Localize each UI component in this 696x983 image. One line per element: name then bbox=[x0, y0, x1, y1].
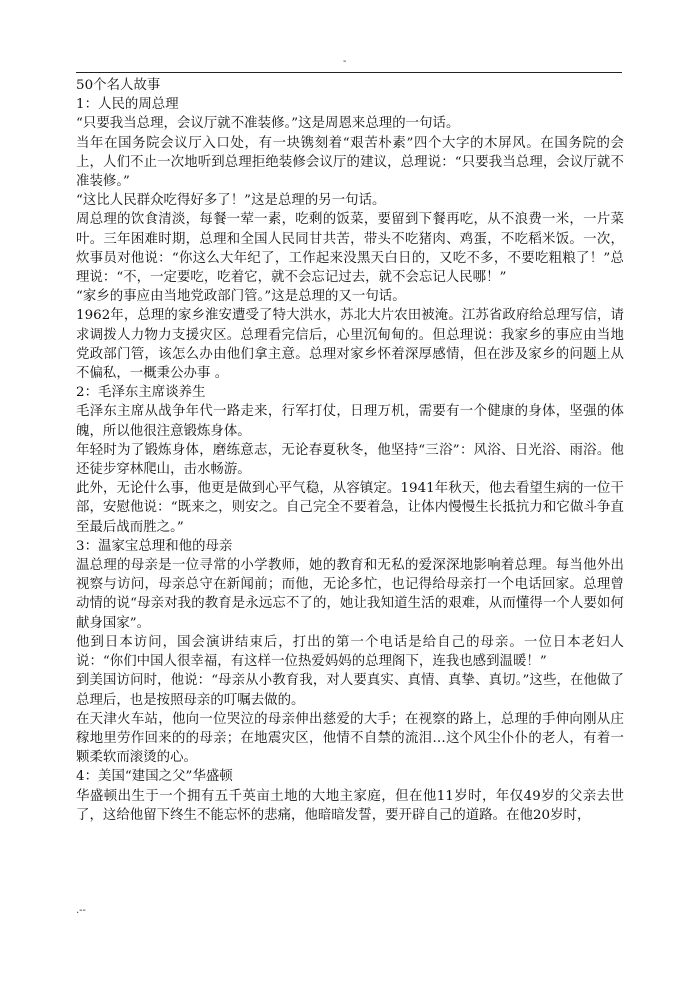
document-body bbox=[76, 76, 624, 825]
paragraph: 他到日本访问，国会演讲结束后，打出的第一个电话是给自己的母亲。一位日本老妇人说：“你们中国人很幸福，有这样一位热爱妈妈的总理阁下，连我也感到温暖！” bbox=[76, 634, 624, 670]
paragraph: 温总理的母亲是一位寻常的小学教师，她的教育和无私的爱深深地影响着总理。每当他外出视察与访问，母亲总守在新闻前；而他，无论多忙，也记得给母亲打一个电话回家。总理曾动情的说“母亲对我的教育是永远忘不了的，她让我知道生活的艰难，从而懂得一个人要如何献身国家”。 bbox=[76, 558, 624, 631]
paragraph: “这比人民群众吃得好多了！”这是总理的另一句话。 bbox=[76, 193, 386, 209]
paragraph: 周总理的饮食清淡，每餐一荤一素，吃剩的饭菜，要留到下餐再吃，从不浪费一米，一片菜叶。三年困难时期，总理和全国人民同甘共苦，带头不吃猪肉、鸡蛋，不吃稻米饭。一次，炊事员对他说：“你这么大年纪了，工作起来没黑天白日的，又吃不多，不要吃粗粮了！”总理说：“不，一定要吃，吃着它，就不会忘记过去，就不会忘记人民哪！” bbox=[76, 212, 624, 286]
paragraph: “家乡的事应由当地党政部门管。”这是总理的又一句话。 bbox=[76, 289, 406, 305]
paragraph: 此外，无论什么事，他更是做到心平气稳，从容镇定。1941年秋天，他去看望生病的一位干部，安慰他说：“既来之，则安之。自己完全不要着急，让体内慢慢生长抵抗力和它做斗争直至最后战而胜之。” bbox=[76, 481, 624, 535]
page-header-mark: - bbox=[343, 56, 347, 67]
paragraph: 到美国访问时，他说：“母亲从小教育我，对人要真实、真情、真挚、真切。”这些，在他做了总理后，也是按照母亲的叮嘱去做的。 bbox=[76, 673, 624, 708]
paragraph: 华盛顿出生于一个拥有五千英亩土地的大地主家庭，但在他11岁时，年仅49岁的父亲去世了，这给他留下终生不能忘怀的悲痛，他暗暗发誓，要开辟自己的道路。在他20岁时， bbox=[76, 788, 624, 823]
paragraph: 在天津火车站，他向一位哭泣的母亲伸出慈爱的大手；在视察的路上，总理的手伸向刚从庄稼地里劳作回来的的母亲；在地震灾区，他情不自禁的流泪…这个风尘仆仆的老人，有着一颗柔软而滚烫的心。 bbox=[76, 711, 624, 766]
section-heading-3: 3：温家宝总理和他的母亲 bbox=[76, 538, 233, 554]
section-heading-4: 4：美国“建国之父”华盛顿 bbox=[76, 769, 233, 785]
document-title: 50个名人故事 bbox=[76, 78, 161, 93]
header-divider bbox=[76, 72, 622, 73]
paragraph: 年轻时为了锻炼身体，磨练意志，无论春夏秋冬，他坚持“三浴”：风浴、日光浴、雨浴。他还徒步穿林爬山，击水畅游。 bbox=[76, 442, 624, 478]
paragraph: 1962年，总理的家乡淮安遭受了特大洪水，苏北大片农田被淹。江苏省政府给总理写信，请求调拨人力物力支援灾区。总理看完信后，心里沉甸甸的。但总理说：我家乡的事应由当地党政部门管，该怎么办由他们拿主意。总理对家乡怀着深厚感情，但在涉及家乡的问题上从不偏私，一概秉公办事 。 bbox=[76, 308, 624, 382]
paragraph: 毛泽东主席从战争年代一路走来，行军打仗，日理万机，需要有一个健康的身体，坚强的体魄，所以他很注意锻炼身体。 bbox=[76, 404, 624, 439]
page-footer-mark: .-- bbox=[76, 905, 86, 916]
section-heading-1: 1：人民的周总理 bbox=[76, 97, 179, 113]
paragraph: “只要我当总理，会议厅就不准装修。”这是周恩来总理的一句话。 bbox=[76, 116, 460, 132]
section-heading-2: 2：毛泽东主席谈养生 bbox=[76, 385, 206, 401]
paragraph: 当年在国务院会议厅入口处，有一块镌刻着“艰苦朴素”四个大字的木屏风。在国务院的会上，人们不止一次地听到总理拒绝装修会议厅的建议，总理说：“只要我当总理，会议厅就不准装修。” bbox=[76, 135, 624, 190]
